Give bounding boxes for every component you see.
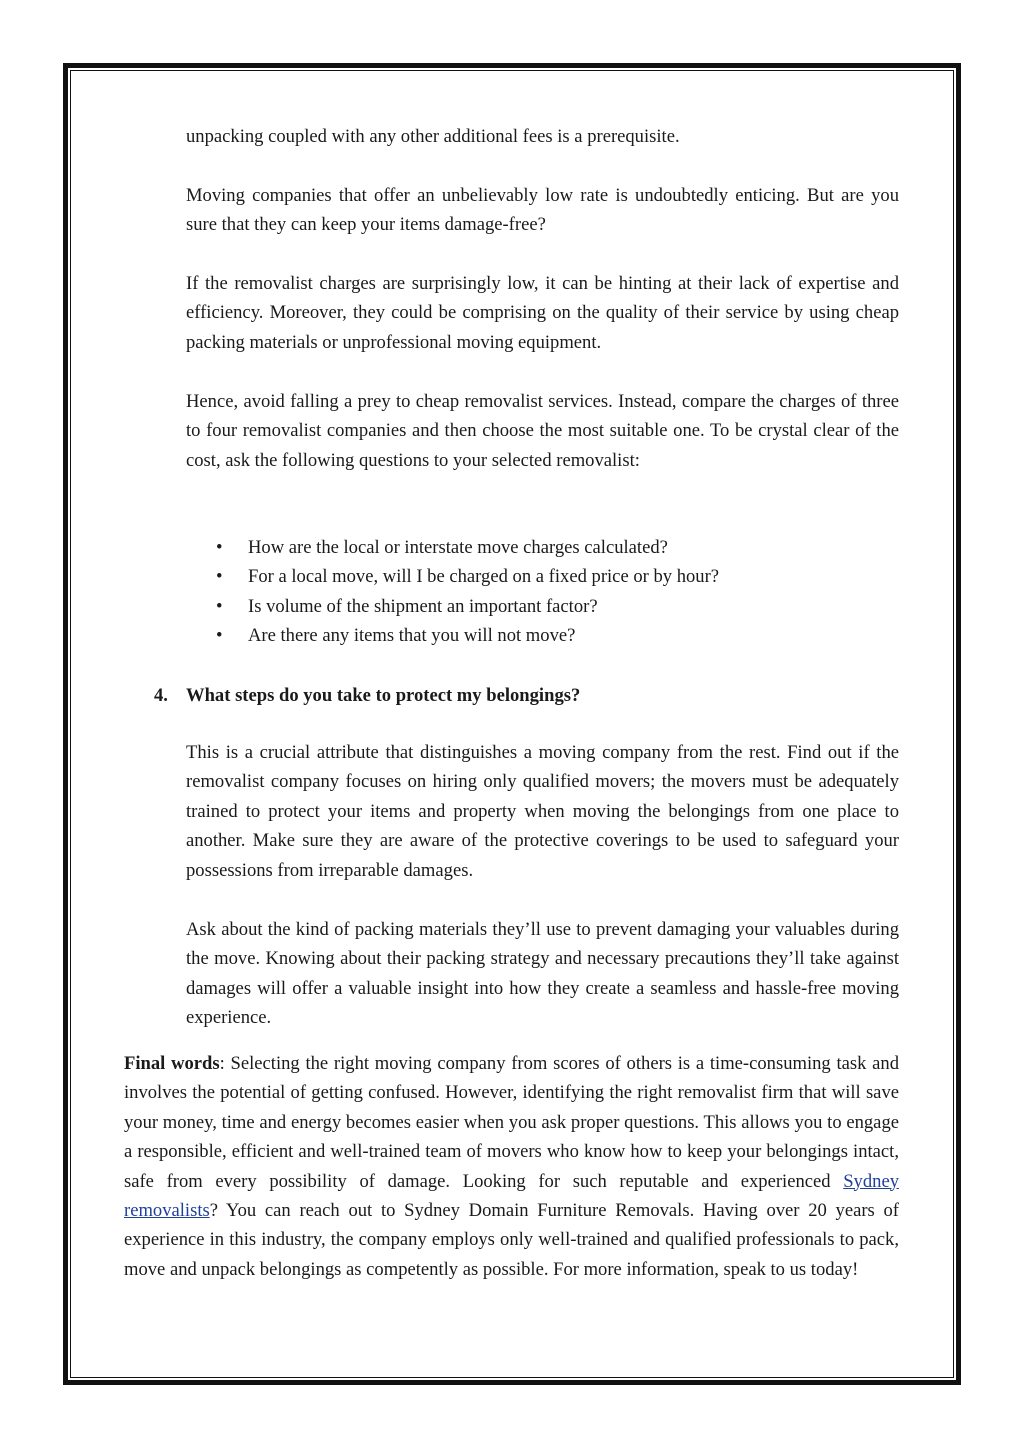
list-item: [186, 562, 899, 591]
list-item-text: For a local move, will I be charged on a fixed price or by hour?: [248, 566, 720, 588]
list-item: [186, 621, 899, 650]
list-item: [186, 533, 899, 562]
paragraph-crucial-attribute: This is a crucial attribute that distinguishes a moving company from the rest. Find out if the removalist company focuses on hiring only qualified movers; the movers must be adequately trained to protect your items and property when moving the belongings from one place to another. Make sure they are aware of the protective coverings to be used to safeguard your possessions from irreparable damages.: [186, 742, 899, 881]
paragraph-low-rate: Moving companies that offer an unbelievably low rate is undoubtedly enticing. But are you sure that they can keep your items damage-free?: [186, 185, 899, 236]
paragraph-unpacking-fees: unpacking coupled with any other additional fees is a prerequisite.: [186, 126, 680, 147]
section-number: 4.: [154, 685, 168, 706]
final-words-text-end: ? You can reach out to Sydney Domain Furniture Removals. Having over 20 years of experience in this industry, the company employs only well-trained and qualified professionals to pack, move and unpack belongings as competently as possible. For more information, speak to us today!: [124, 1200, 899, 1280]
questions-list: [186, 533, 899, 651]
bullet-icon: •: [216, 537, 223, 558]
section-heading-text: What steps do you take to protect my belongings?: [186, 685, 581, 706]
section-heading: [154, 681, 899, 710]
list-item-text: Are there any items that you will not move?: [248, 625, 576, 647]
bullet-icon: •: [216, 625, 223, 647]
sydney-removalists-link[interactable]: Sydney removalists: [124, 1170, 899, 1222]
bullet-icon: •: [216, 595, 223, 617]
list-item-text: How are the local or interstate move charges calculated?: [248, 537, 668, 558]
list-item-text: Is volume of the shipment an important factor?: [248, 595, 598, 617]
paragraph-packing-materials: Ask about the kind of packing materials they’ll use to prevent damaging your valuables during the move. Knowing about their packing strategy and necessary precautions they’ll take against damages will offer a valuable insight into how they create a seamless and hassle-free moving experience.: [186, 919, 899, 1029]
paragraph-final-words: [124, 1049, 899, 1284]
bullet-icon: •: [216, 566, 223, 588]
list-item: [186, 592, 899, 621]
final-words-label: Final words: [124, 1053, 220, 1074]
paragraph-compare-charges: Hence, avoid falling a prey to cheap removalist services. Instead, compare the charges of three to four removalist companies and then choose the most suitable one. To be crystal clear of the cost, ask the following questions to your selected removalist:: [186, 391, 899, 471]
final-words-text: : Selecting the right moving company from scores of others is a time-consuming task and involves the potential of getting confused. However, identifying the right removalist firm that will save your money, time and energy becomes easier when you ask proper questions. This allows you to engage a responsible, efficient and well-trained team of movers who know how to keep your belongings intact, safe from every possibility of damage. Looking for such reputable and experienced: [124, 1053, 899, 1192]
paragraph-low-charges: If the removalist charges are surprisingly low, it can be hinting at their lack of expertise and efficiency. Moreover, they could be comprising on the quality of their service by using cheap packing materials or unprofessional moving equipment.: [186, 273, 899, 353]
